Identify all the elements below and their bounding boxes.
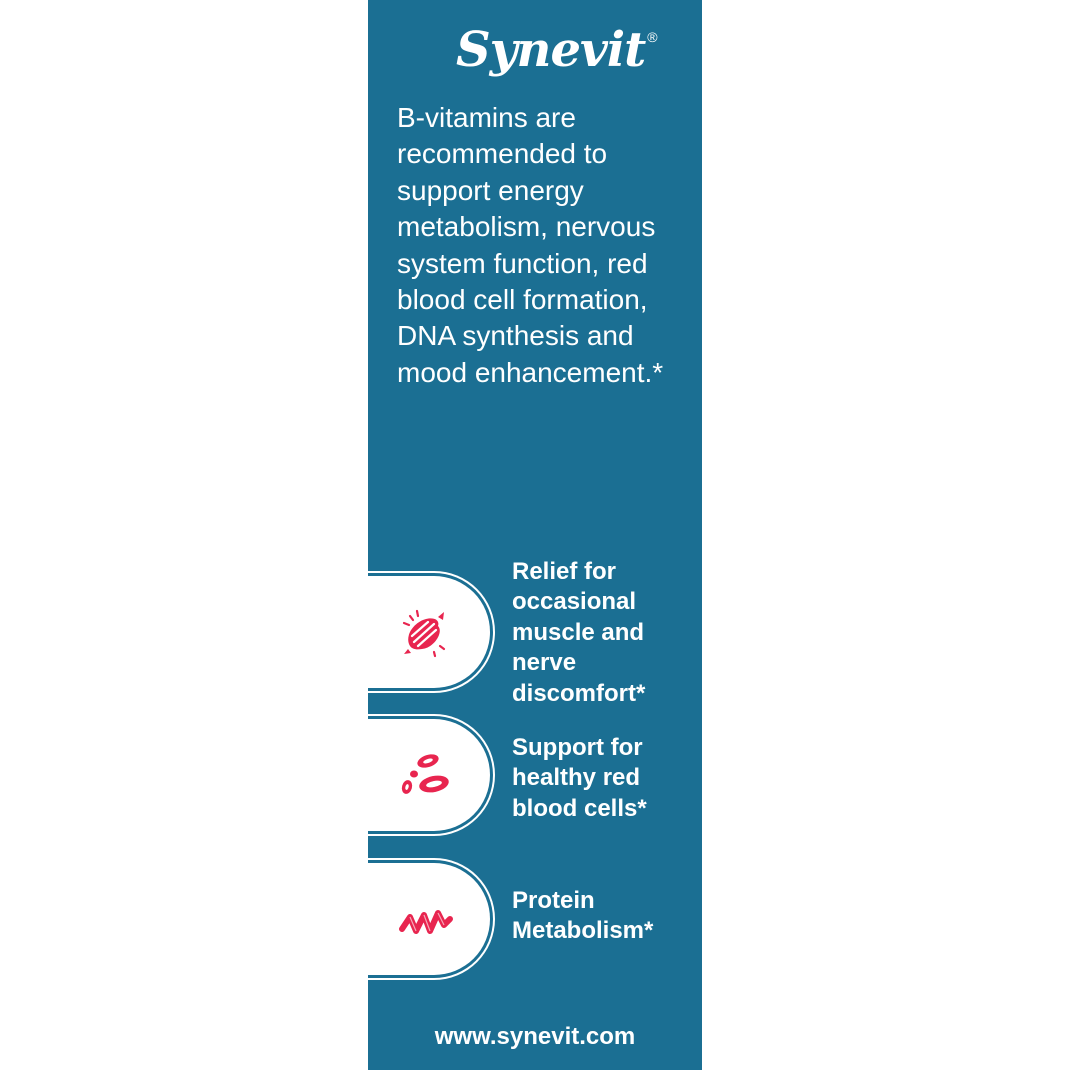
benefit-icon-badge xyxy=(368,719,490,831)
benefit-line: muscle and xyxy=(512,618,645,646)
brand-logo xyxy=(456,22,657,78)
red-blood-cells-icon xyxy=(394,745,456,807)
registered-mark: ® xyxy=(647,29,657,45)
benefit-line: occasional xyxy=(512,588,637,616)
benefit-icon-badge xyxy=(368,576,490,688)
benefit-text xyxy=(512,557,697,709)
benefit-icon-badge xyxy=(368,863,490,975)
benefit-line: Metabolism* xyxy=(512,917,654,945)
benefit-line: Support for xyxy=(512,734,643,761)
benefit-line: Relief for xyxy=(512,558,617,585)
intro-text: B-vitamins are recommended to support energy metabolism, nervous system function, red blood cell formation, DNA synthesis and mood enhancement.* xyxy=(397,102,664,388)
benefit-line: nerve xyxy=(512,649,577,677)
protein-helix-icon xyxy=(394,889,456,951)
muscle-icon xyxy=(394,602,456,664)
benefit-text xyxy=(512,886,697,947)
brand-name: Synevit xyxy=(456,22,646,78)
website-link[interactable]: www.synevit.com xyxy=(434,1023,636,1050)
benefit-line: Protein xyxy=(512,887,595,914)
benefit-line: blood cells* xyxy=(512,794,647,822)
benefit-line: healthy red xyxy=(512,764,641,792)
product-panel xyxy=(368,0,702,1070)
benefit-line: discomfort* xyxy=(512,679,646,707)
benefit-text xyxy=(512,733,697,824)
